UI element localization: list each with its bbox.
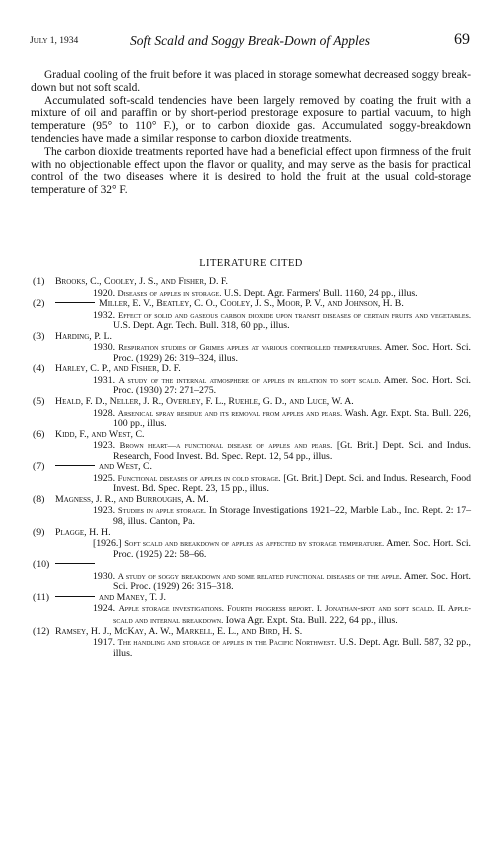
reference-entry bbox=[33, 430, 471, 463]
reference-year: 1928. bbox=[93, 407, 116, 419]
reference-number: (9) bbox=[33, 526, 45, 538]
reference-year: 1917. bbox=[93, 637, 116, 649]
reference-number: (11) bbox=[33, 591, 49, 603]
reference-year: 1920. bbox=[93, 287, 116, 299]
reference-number: (3) bbox=[33, 330, 45, 342]
reference-source: Amer. Soc. Hort. Sci. Proc. (1925) 22: 58–66. bbox=[113, 538, 471, 560]
ditto-rule bbox=[55, 563, 95, 564]
reference-title: A study of the internal atmosphere of apples in relation to soft scald. bbox=[118, 374, 381, 385]
reference-number: (10) bbox=[33, 559, 50, 571]
reference-authors: and Maney, T. J. bbox=[99, 591, 166, 603]
reference-year: 1925. bbox=[93, 472, 116, 484]
reference-source: U.S. Dept. Agr. Farmers' Bull. 1160, 24 pp., illus. bbox=[223, 287, 418, 299]
reference-authors: Ramsey, H. J., McKay, A. W., Markell, E. L., and Bird, H. S. bbox=[55, 625, 303, 637]
paragraph: Accumulated soft-scald tendencies have been largely removed by coating the fruit with a mixture of oil and paraffin or by short-period prestorage exposure to partial vacuum, to high temperature (95° to 110° F.), or to carbon dioxide gas. Accumulated soggy-breakdown tendencies have made a similar response to carbon dioxide treatments. bbox=[31, 94, 471, 145]
ditto-rule bbox=[55, 596, 95, 597]
reference-authors: Magness, J. R., and Burroughs, A. M. bbox=[55, 493, 209, 505]
reference-year: 1932. bbox=[93, 309, 116, 321]
reference-year: 1924. bbox=[93, 603, 116, 615]
reference-title: Functional diseases of apples in cold storage. bbox=[117, 472, 281, 483]
reference-entry bbox=[33, 560, 471, 593]
literature-heading: LITERATURE CITED bbox=[199, 258, 303, 269]
reference-number: (8) bbox=[33, 493, 45, 505]
reference-source: Amer. Soc. Hort. Sci. Proc. (1929) 26: 319–324, illus. bbox=[113, 342, 471, 364]
reference-entry bbox=[33, 364, 471, 397]
reference-year: 1930. bbox=[93, 342, 116, 354]
reference-number: (6) bbox=[33, 428, 45, 440]
reference-title: Respiration studies of Grimes apples at various controlled temperatures. bbox=[118, 342, 382, 353]
reference-authors: Kidd, F., and West, C. bbox=[55, 428, 145, 440]
reference-entry bbox=[33, 627, 471, 660]
body-text bbox=[31, 69, 471, 197]
reference-title: Apple storage investigations. Fourth progress report. I. Jonathan-spot and soft scald. II. Apple-scald and internal breakdown. bbox=[113, 603, 472, 625]
reference-entry bbox=[33, 495, 471, 528]
reference-source: Amer. Soc. Hort. Sci. Proc. (1929) 26: 315–318. bbox=[113, 570, 471, 593]
reference-title: Studies in apple storage. bbox=[117, 505, 207, 516]
running-header bbox=[30, 32, 470, 52]
reference-entry bbox=[33, 593, 471, 627]
reference-title: Effect of solid and gaseous carbon dioxide upon transit diseases of certain fruits and vegetables. bbox=[118, 309, 472, 320]
reference-number: (2) bbox=[33, 298, 45, 310]
reference-entry bbox=[33, 462, 471, 495]
reference-year: 1931. bbox=[93, 374, 116, 386]
reference-source: [Gt. Brit.] Dept. Sci. and Indus. Research, Food Invest. Bd. Spec. Rept. 23, 15 pp., illus. bbox=[113, 472, 472, 495]
reference-authors: and West, C. bbox=[99, 461, 153, 473]
reference-year: [1926.] bbox=[93, 538, 122, 550]
reference-title: Diseases of apples in storage. bbox=[117, 287, 222, 298]
reference-entry bbox=[33, 277, 471, 299]
reference-year: 1923. bbox=[93, 440, 116, 452]
reference-entry bbox=[33, 528, 471, 561]
reference-number: (5) bbox=[33, 396, 45, 408]
reference-authors: Harding, P. L. bbox=[55, 330, 112, 342]
reference-number: (4) bbox=[33, 363, 45, 375]
reference-title: Soft scald and breakdown of apples as affected by storage temperature. bbox=[124, 538, 385, 549]
reference-year: 1930. bbox=[93, 570, 116, 582]
issue-date: July 1, 1934 bbox=[30, 36, 79, 46]
reference-title: Arsenical spray residue and its removal from apples and pears. bbox=[117, 407, 343, 418]
reference-entry bbox=[33, 299, 471, 332]
reference-authors: Brooks, C., Cooley, J. S., and Fisher, D. F. bbox=[55, 276, 228, 287]
reference-title: Brown heart—a functional disease of apples and pears. bbox=[119, 440, 333, 451]
reference-number: (1) bbox=[33, 276, 45, 287]
reference-authors: Plagge, H. H. bbox=[55, 526, 111, 538]
reference-source: U.S. Dept. Agr. Bull. 587, 32 pp., illus. bbox=[113, 637, 472, 659]
ditto-rule bbox=[55, 302, 95, 303]
running-title: Soft Scald and Soggy Break-Down of Apples bbox=[130, 33, 370, 48]
reference-year: 1923. bbox=[93, 505, 116, 517]
reference-source: [Gt. Brit.] Dept. Sci. and Indus. Research, Food Invest. Bd. Spec. Rept. 12, 54 pp., illus. bbox=[113, 440, 471, 462]
reference-entry bbox=[33, 332, 471, 365]
reference-source: Iowa Agr. Expt. Sta. Bull. 222, 64 pp., illus. bbox=[225, 614, 398, 626]
reference-source: Amer. Soc. Hort. Sci. Proc. (1930) 27: 271–275. bbox=[113, 374, 471, 397]
ditto-rule bbox=[55, 465, 95, 466]
paragraph: Gradual cooling of the fruit before it was placed in storage somewhat decreased soggy break-down but not soft scald. bbox=[31, 69, 471, 94]
references-list bbox=[33, 277, 471, 659]
reference-authors: Heald, F. D., Neller, J. R., Overley, F. L., Ruehle, G. D., and Luce, W. A. bbox=[55, 396, 354, 408]
reference-source: In Storage Investigations 1921–22, Marble Lab., Inc. Rept. 2: 17–98, illus. Canton, Pa. bbox=[113, 505, 472, 528]
paragraph: The carbon dioxide treatments reported have had a beneficial effect upon firmness of the fruit with no objectionable effect upon the flavor or quality, and may serve as the basis for practical control of the two diseases where it is desired to hold the fruit at the usual cold-storage temperature of 32° F. bbox=[31, 145, 471, 197]
reference-authors: Harley, C. P., and Fisher, D. F. bbox=[55, 363, 181, 375]
reference-title: A study of soggy breakdown and some related functional diseases of the apple. bbox=[117, 570, 402, 581]
reference-source: Wash. Agr. Expt. Sta. Bull. 226, 100 pp., illus. bbox=[113, 407, 471, 430]
reference-source: U.S. Dept. Agr. Tech. Bull. 318, 60 pp., illus. bbox=[113, 320, 290, 332]
reference-number: (12) bbox=[33, 625, 50, 637]
reference-number: (7) bbox=[33, 461, 45, 473]
reference-title: The handling and storage of apples in the Pacific Northwest. bbox=[117, 637, 337, 648]
reference-entry bbox=[33, 397, 471, 430]
reference-authors: Miller, E. V., Beatley, C. O., Cooley, J. S., Moor, P. V., and Johnson, H. B. bbox=[99, 298, 404, 310]
page-number: 69 bbox=[454, 31, 470, 48]
